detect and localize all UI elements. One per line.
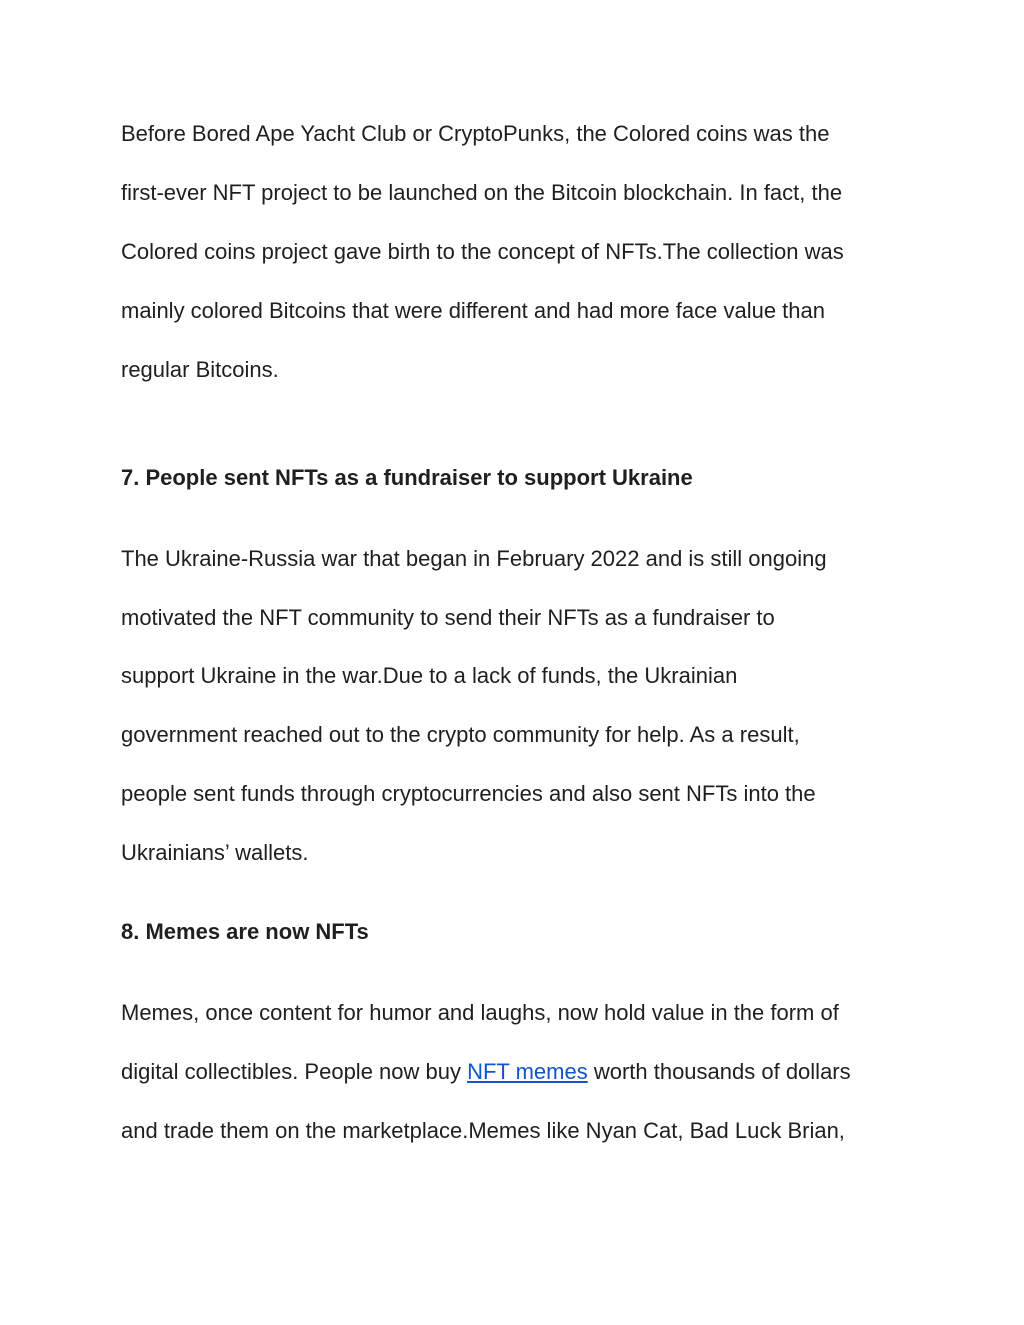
section-heading: 7. People sent NFTs as a fundraiser to support Ukraine xyxy=(121,465,693,490)
section-heading: 8. Memes are now NFTs xyxy=(121,919,369,944)
paragraph-line: Before Bored Ape Yacht Club or CryptoPunks, the Colored coins was the xyxy=(121,121,830,146)
paragraph-line: government reached out to the crypto community for help. As a result, xyxy=(121,722,800,747)
paragraph-line: Colored coins project gave birth to the concept of NFTs.The collection was xyxy=(121,239,844,264)
paragraph-line: Ukrainians’ wallets. xyxy=(121,840,309,865)
paragraph-line: first-ever NFT project to be launched on the Bitcoin blockchain. In fact, the xyxy=(121,180,843,205)
paragraph-line: motivated the NFT community to send their NFTs as a fundraiser to xyxy=(121,605,775,630)
paragraph-line: Memes, once content for humor and laughs, now hold value in the form of xyxy=(121,1000,839,1025)
paragraph-line: and trade them on the marketplace.Memes like Nyan Cat, Bad Luck Brian, xyxy=(121,1118,845,1143)
paragraph-line: The Ukraine-Russia war that began in February 2022 and is still ongoing xyxy=(121,546,827,571)
paragraph-line: support Ukraine in the war.Due to a lack of funds, the Ukrainian xyxy=(121,663,738,688)
text-after-link: worth thousands of dollars xyxy=(587,1059,851,1084)
nft-memes-link[interactable]: NFT memes xyxy=(467,1059,588,1084)
paragraph-line xyxy=(121,1058,851,1086)
text-before-link: digital collectibles. People now buy xyxy=(121,1059,468,1084)
paragraph-line: people sent funds through cryptocurrencies and also sent NFTs into the xyxy=(121,781,816,806)
paragraph-line: mainly colored Bitcoins that were different and had more face value than xyxy=(121,298,825,323)
paragraph-line: regular Bitcoins. xyxy=(121,357,279,382)
